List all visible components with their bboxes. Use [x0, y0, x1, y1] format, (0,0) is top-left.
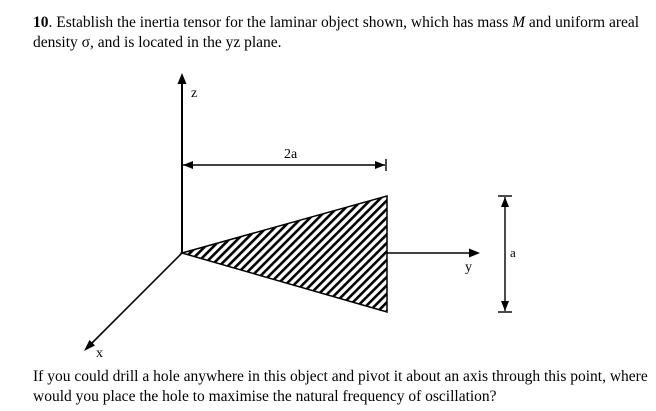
intro-text-start: . Establish the inertia tensor for the laminar object shown, which has mass [48, 14, 513, 31]
z-axis-label: z [191, 86, 198, 101]
hatched-triangle-lamina [182, 196, 387, 312]
height-dimension-label: a [510, 245, 516, 260]
z-axis-arrowhead [178, 73, 187, 84]
x-axis [84, 253, 182, 351]
mass-symbol: M [512, 14, 526, 31]
y-axis-label: y [465, 260, 472, 275]
z-axis [178, 73, 187, 253]
x-axis-label: x [96, 346, 103, 361]
y-axis [387, 249, 480, 258]
y-axis-arrowhead [469, 249, 480, 258]
question-number: 10 [33, 14, 49, 31]
length-dimension-label: 2a [284, 147, 298, 162]
question-follow-up: If you could drill a hole anywhere in this object and pivot it about an axis through this point, where would you place the hole to maximise the natural frequency of oscillation? [33, 368, 648, 405]
intro-text-end: and uniform areal density σ, and is located in the yz plane. [33, 14, 640, 51]
